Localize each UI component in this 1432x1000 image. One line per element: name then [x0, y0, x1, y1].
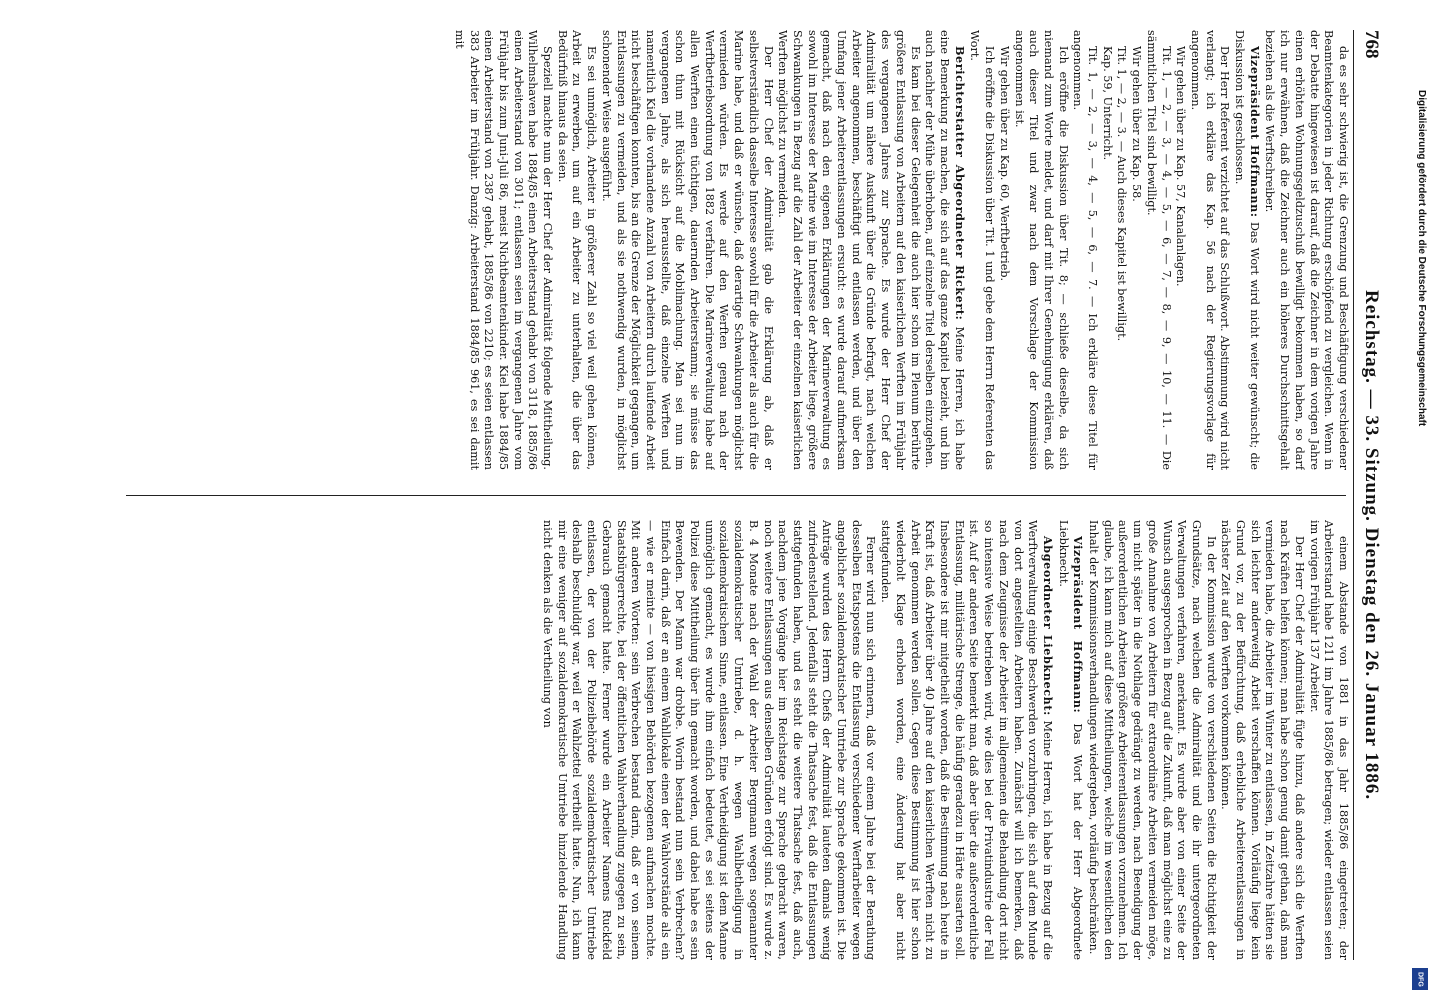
paragraph-text: Wir gehen über zu Kap. 60, Werftbetrieb.: [997, 46, 1011, 282]
running-title: Reichstag. — 33. Sitzung. Dienstag den 26. Januar 1886.: [1361, 290, 1382, 801]
text-paragraph: [1173, 30, 1188, 470]
text-paragraph: [1011, 30, 1070, 470]
text-paragraph: [775, 30, 922, 470]
paragraph-text: Meine Herren, ich habe eine Bemerkung zu machen, die sich auf das ganze Kapitel bezieht, und bin auch nachher der Mühe überhoben, auf einzelne Titel derselben einzugehen.: [923, 30, 966, 470]
paragraph-text: Wir gehen über zu Kap. 57, Kanalanlagen.: [1174, 46, 1188, 287]
paragraph-text: Ferner wird nun sich erinnern, daß vor einem Jahre bei der Berathung desselben Etatspostens die Entlassung verschiedener Werftarbeiter wegen angeblicher sozialdemokratischer Umtriebe zur Sprache gekommen ist. Die Anträge wurden des Herrn Chefs der Admiralität lauteten damals wenig zufriedenstellend. Jedenfalls steht die Thatsache fest, daß die Entlassungen stattgefunden haben, und es steht die weitere Thatsache fest, daß auch, nachdem jene Vorgänge hier im Reichstage zur Sprache gebracht waren, noch weitere Entlassungen aus denselben Gründen erfolgt sind. Es wurde z. B. 4 Monate nach der Wahl der Arbeiter Bergmann wegen sogenannter sozialdemokratischer Umtriebe, d. h. wegen Wahlbetheiligung in sozialdemokratischem Sinne, entlassen. Eine Vertheidigung ist dem Manne unmöglich gemacht, es wurde ihm einfach bedeutet, es sei seitens der Polizei diese Mittheilung über ihn gemacht worden, und dabei habe es sein Bewenden. Der Mann war drobbe. Worin bestand nun sein Verbrechen? Einfach darin, daß er an einem Wahllokale einen der Wahlvorstände als ein — wie er meinte — von hiesigen Behörden bezogenen aufmachen mochte. Mit anderen Worten: sein Verbrechen bestand darin, daß er von seinem Staatsbürgerrechte, bei der öffentlichen Wahlverhandlung zugegen zu sein, Gebrauch gemacht hatte. Ferner wurde ein Arbeiter Namens Ruckfeld entlassen, der von der Polizeibehörde sozialdemokratischer Umtriebe deshalb beschuldigt war, weil er Wahlzettel vertheilt hatte. Nun, ich kann mir eine weniger auf sozialdemokratische Umtriebe hinzielende Handlung nicht denken als die Vertheilung von: [541, 520, 878, 960]
dfg-logo-text: DFG: [1416, 971, 1424, 987]
text-paragraph: [1085, 520, 1217, 960]
speaker-name: Vizepräsident Hoffmann:: [1071, 536, 1086, 714]
paragraph-text: Tit. 1, — 2, — 3. — Auch dieses Kapitel ist bewilligt.: [1115, 46, 1129, 342]
text-paragraph: [1306, 520, 1350, 960]
digitization-credit: [1412, 90, 1432, 1000]
speaker-name: Vizepräsident Hoffmann:: [1247, 46, 1262, 218]
text-paragraph: [967, 30, 996, 470]
text-paragraph: [1070, 30, 1099, 470]
text-paragraph: [1187, 30, 1231, 470]
dfg-logo: [1412, 968, 1428, 990]
text-paragraph: [598, 30, 774, 470]
paragraph-text: Es sei unmöglich, Arbeiter in größerer Zahl so viel weil gehen können, Arbeit zu erwerben, um auf ein Arbeiter zu unterhalten, die über das Bedürfniß hinaus da seien.: [555, 30, 599, 470]
text-paragraph: [996, 30, 1011, 470]
paragraph-text: Es kam bei dieser Gelegenheit die auch hier schon im Plenum berührte größere Entlassung von Arbeitern auf den kaiserlichen Werften im Frühjahr des vergangenen Jahres zur Sprache. Es wurde der Herr Chef der Admiralität um nähere Auskunft über die Gründe befragt, nach welchen Arbeiter angenommen, beschäftigt und entlassen werden, und über den Umfang jener Arbeiterentlassungen ersucht: es wurde darauf aufmerksam gemacht, daß nach den eigenen Erklärungen der Marineverwaltung es sowohl im Interesse der Marine wie im Interesse der Arbeiter liege, größere Schwankungen in Bezug auf die Zahl der Arbeiter der einzelnen kaiserlichen Werften möglichst zu vermeiden.: [776, 30, 922, 470]
paragraph-text: Kap. 59, Unterricht.: [1100, 46, 1114, 161]
left-column: [120, 30, 1350, 470]
speaker-name: Abgeordneter Liebknecht:: [1040, 536, 1055, 716]
paragraph-text: Der Herr Chef der Admiralität fügte hinzu, daß andere sich die Werften nach Kräften helfen können; man habe schon genug damit gethan, daß man vermieden habe, die Arbeiter im Winter zu entlassen, in Zeitzahre hätten sie sich leichter anderweitig Arbeit verschaffen können. Vorläufig liege kein Grund vor, zu der Befürchtung, daß erhebliche Arbeiterentlassungen in nächster Zeit auf den Werften vorkommen können.: [1219, 520, 1306, 960]
credit-text: Digitalisierung gefördert durch die Deutsche Forschungsgemeinschaft: [1416, 90, 1427, 427]
text-paragraph: [451, 30, 554, 470]
header-rule: [1353, 30, 1354, 960]
paragraph-text: Tit. 1, — 2, — 3, — 4, — 5, — 6, — 7, — 8, — 9, — 10, — 11. — Die sämmtlichen Titel sind bewilligt.: [1144, 30, 1173, 470]
right-column: [120, 520, 1350, 960]
paragraph-text: Der Herr Chef der Admiralität gab die Erklärung ab, daß er selbstverständlich dasselbe Interesse sowohl für die Arbeiter als auch für die Marine habe, und daß er wünsche, daß derartige Schwankungen möglichst vermieden würden. Es werde auf den Werften genau nach der Werftbetriebsordnung von 1882 verfahren. Die Marineverwaltung habe auf allen Werften einen tüchtigen, dauernden Arbeiterstamm; sie müsse das schon thun mit Rücksicht auf die Mobilmachung. Man sei nun im vergangenen Jahre, als sich herausstellte, daß einzelne Werften und namentlich Kiel die vorhandene Anzahl von Arbeitern durch laufende Arbeit nicht beschäftigen konnten, bis an die Grenze der Möglichkeit gegangen, um Entlassungen zu vermeiden, und als sie nothwendig wurden, in möglichst schonender Weise ausgeführt.: [599, 30, 775, 470]
speaker-name: Berichterstatter Abgeordneter Rickert:: [952, 46, 967, 321]
paragraph-text: Meine Herren, ich habe in Bezug auf die Werftverwaltung einige Beschwerden vorzubringen, die sich auf dem Munde von dort angestellten Arbeitern haben. Zunächst will ich bemerken, daß nach dem Zeugnisse der Arbeiter im allgemeinen die Behandlung dort nicht so intensive Weise betrieben wird, wie dies bei der Privatindustrie der Fall ist. Auf der anderen Seite bemerkt man, daß aber über die außerordentliche Entlassung, militärische Strenge, die häufig geradezu in Härte ausarten soll. Insbesondere ist mir mitgetheilt worden, daß die Bestimmung nach heute in Kraft ist, daß Arbeiter über 40 Jahre auf den kaiserlichen Werften nicht zu Arbeit genommen werden sollen. Gegen diese Bestimmung ist hier schon wiederholt Klage erhoben worden, eine Änderung hat aber nicht stattgefunden.: [879, 520, 1054, 960]
paragraph-text: Das Wort hat der Herr Abgeordnete Liebknecht.: [1056, 520, 1085, 960]
speaker-paragraph: [1055, 520, 1085, 960]
page-number: 768: [1361, 30, 1382, 59]
paragraph-text: Der Herr Referent verzichtet auf das Schlußwort. Abstimmung wird nicht verlangt; ich erkläre das Kap. 56 nach der Regierungsvorlage für angenommen.: [1188, 30, 1232, 470]
paragraph-text: Tit. 1, — 2, — 3, — 4, — 5, — 6, — 7. — Ich erkläre diese Titel für angenommen.: [1071, 30, 1100, 470]
text-paragraph: [1218, 520, 1306, 960]
paragraph-text: Ich eröffne die Diskussion über Tit. 1 und gebe dem Herrn Referenten das Wort.: [968, 30, 997, 470]
paragraph-text: Das Wort wird nicht weiter gewünscht; die Diskussion ist geschlossen.: [1233, 30, 1261, 470]
speaker-paragraph: [1231, 30, 1261, 470]
paragraph-text: Wir gehen über zu Kap. 58.: [1130, 46, 1144, 202]
paragraph-text: Ich eröffne die Diskussion über Tit. 8; — schließe dieselbe, da sich niemand zum Worte meldet, und darf mit Ihrer Genehmigung erklären, daß auch dieser Titel und zwar nach dem Vorschlage der Kommission angenommen ist.: [1012, 30, 1070, 470]
column-divider: [126, 495, 1346, 496]
text-paragraph: [1114, 30, 1129, 470]
text-paragraph: [1262, 30, 1350, 470]
speaker-paragraph: [878, 520, 1055, 960]
speaker-paragraph: [922, 30, 967, 470]
paragraph-text: einem Abstande von 1881 in das Jahr 1885/86 eingetreten; der Arbeiterstand habe 1211 im Jahre 1885/86 betragen; wieder entlassen seien im vorigen Frühjahr 137 Arbeiter.: [1307, 520, 1350, 960]
running-header: [1354, 30, 1382, 960]
text-paragraph: [1128, 30, 1143, 470]
rotated-page-content: [88, 0, 1408, 1000]
text-paragraph: [1143, 30, 1172, 470]
paragraph-text: Speziell machte nun der Herr Chef der Admiralität folgende Mittheilung. Wilhelmshaven habe 1884/85 einen Arbeiterstand gehabt von 3118, 1885/86 einen Arbeiterstand von 3011; entlassen seien im vergangenen Jahre vom Frühjahr bis zum Juni-Juli 86, meist Nichtbeamtenkinder. Kiel habe 1884/85 einen Arbeiterstand von 2387 gehabt, 1885/86 von 2210; es seien entlassen 383 Arbeiter im Frühjahr. Danzig: Arbeiterstand 1884/85 961, es sei damit mit: [452, 30, 555, 470]
text-paragraph: [539, 520, 877, 960]
paragraph-text: da es sehr schwierig ist, die Grenzung und Beschäftigung verschiedener Beamtenkategorien in jeder Richtung erschöpfend zu vergleichen. Wenn in der Debatte hingewiesen ist darauf, daß die Zeichner in dem vorigen Jahre einen erhöhten Wohnungsgeldzuschuß bewilligt bekommen haben, so darf ich nur erwähnen, daß die Zeichner auch ein höheres Durchschnittsgehalt beziehen als die Werftschreiber.: [1263, 30, 1350, 470]
text-paragraph: [554, 30, 598, 470]
text-paragraph: [1099, 30, 1114, 470]
paragraph-text: In der Kommission wurde von verschiedenen Seiten die Richtigkeit der Grundsätze, nach welchen die Admiralität und die ihr untergeordneten Verwaltungen verfahren, anerkannt. Es wurde aber von einer Seite der Wunsch ausgesprochen in Bezug auf die Zukunft, daß man möglichst eine zu große Annahme von Arbeitern für extraordinäre Arbeiten vermeiden möge, um nicht später in die Nothlage gedrängt zu werden, nach Beendigung der außerordentlichen Arbeiten größere Arbeiterentlassungen vorzunehmen. Ich glaube, ich kann mich auf diese Mittheilungen, welche im wesentlichen den Inhalt der Kommissionsverhandlungen wiedergeben, vorläufig beschränken.: [1087, 520, 1218, 960]
